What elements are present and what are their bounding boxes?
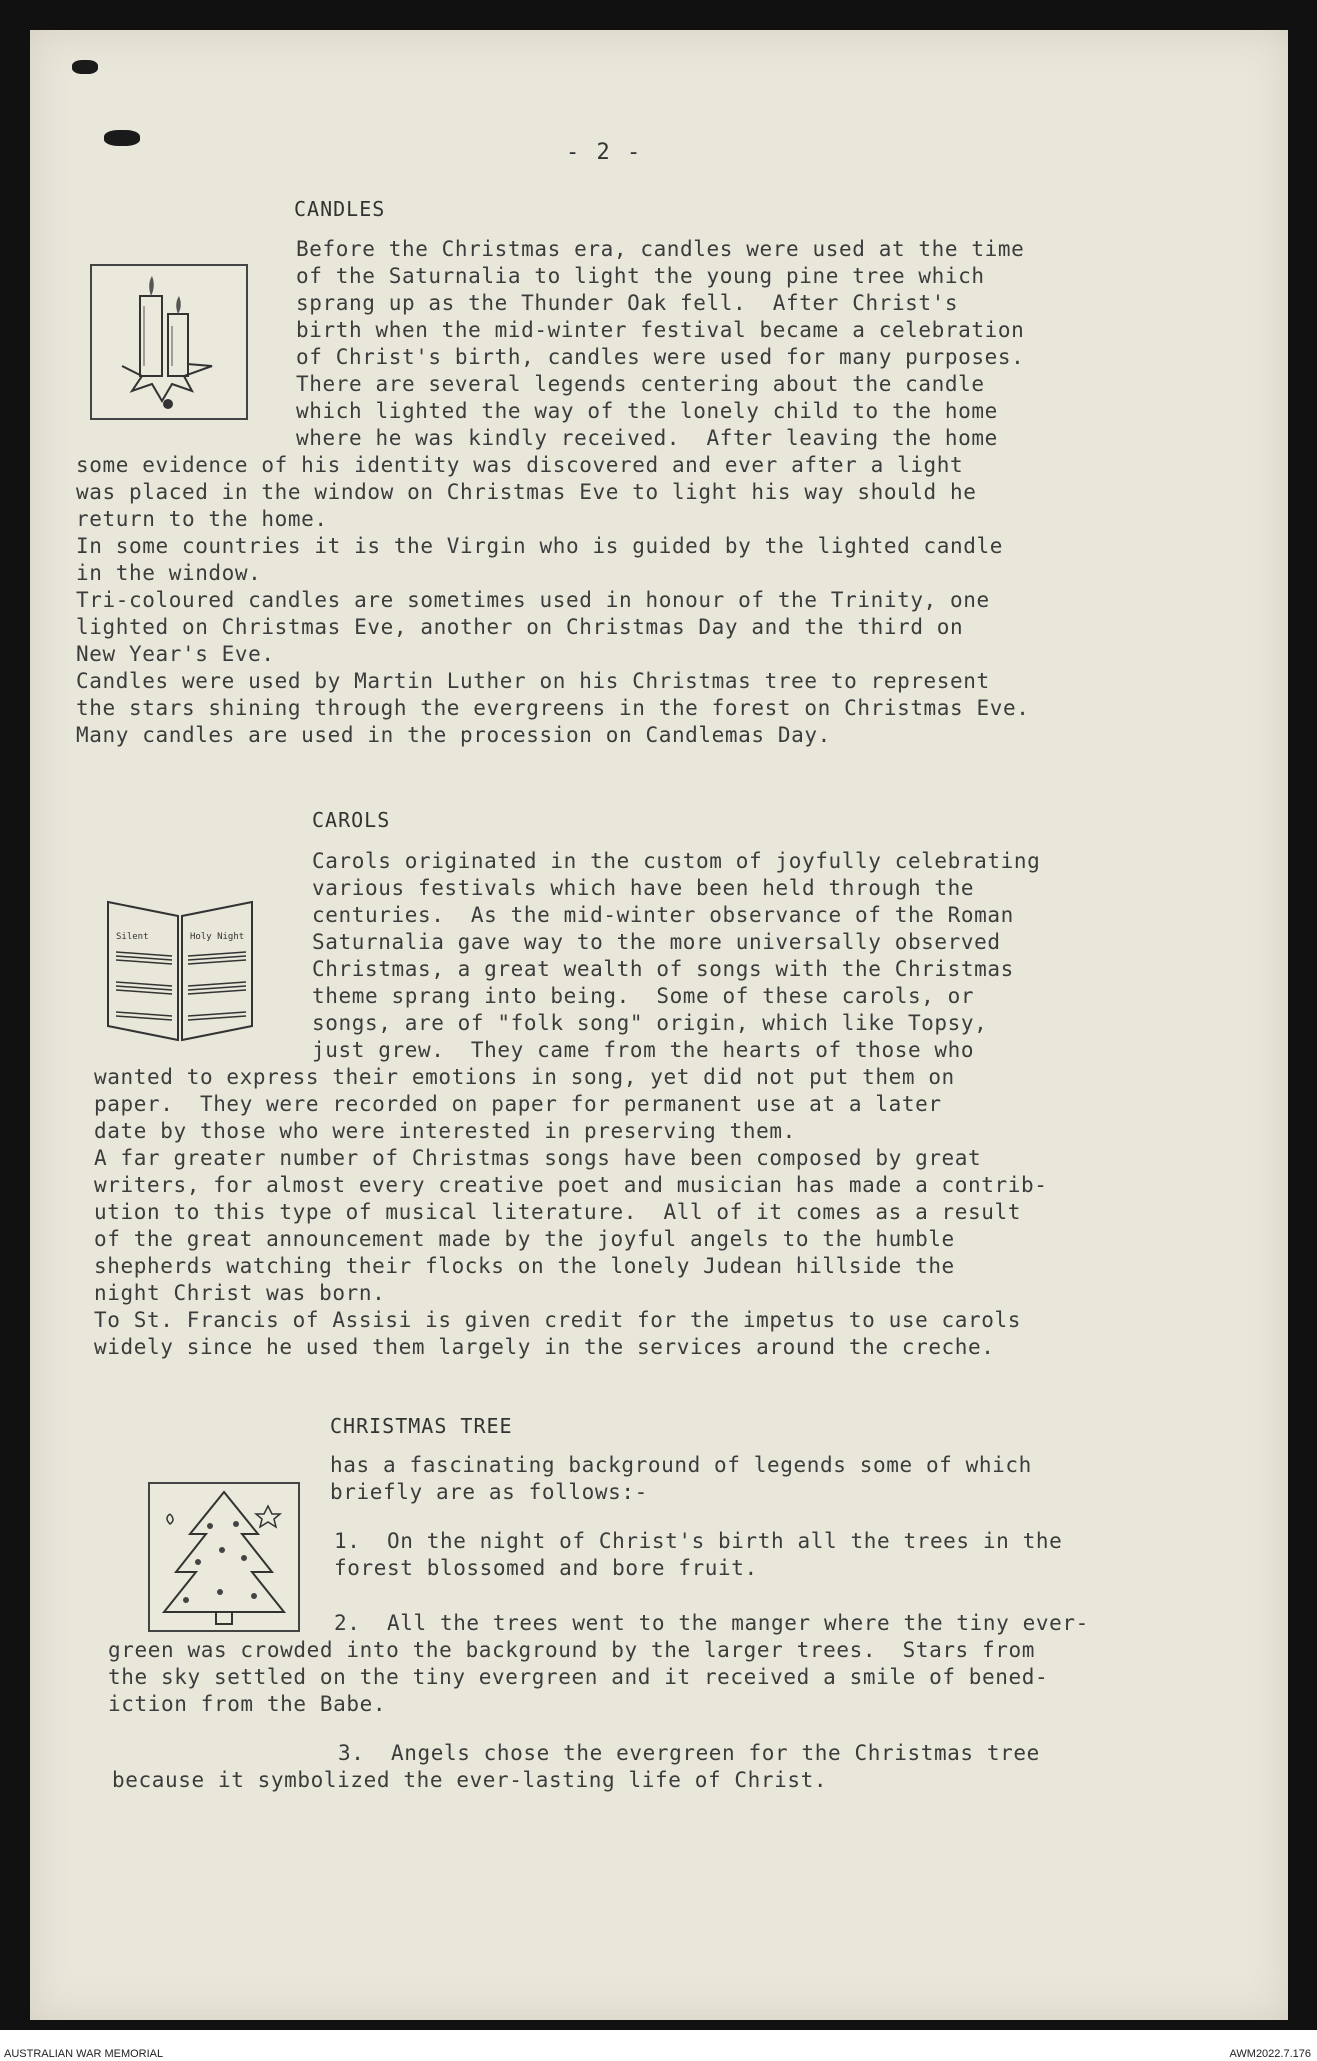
footer-source: AUSTRALIAN WAR MEMORIAL [4,2048,164,2060]
archive-footer [0,2030,1317,2061]
book-right-label: Holy Night [190,932,245,942]
christmas-tree-title: CHRISTMAS TREE [330,1414,513,1438]
carols-title: CAROLS [312,808,391,832]
candles-paragraph-wrapped: Before the Christmas era, candles were used at the time of the Saturnalia to light the young pine tree which sprang up as the Thunder Oak fell. After Christ's birth when the mid-winter festival became a celebration of Christ's birth, candles were used for many purposes. There are several legends centering about the candle which lighted the way of the lonely child to the home where he was kindly received. After leaving the home [296,237,1025,450]
tree-legend-1: 1. On the night of Christ's birth all the trees in the forest blossomed and bore fruit. [334,1529,1063,1580]
tree-legend-2-cont: green was crowded into the background by the larger trees. Stars from the sky settled on the tiny evergreen and it received a smile of bened- iction from the Babe. [108,1638,1049,1716]
christmas-tree-illustration [148,1482,300,1632]
candles-title: CANDLES [294,197,386,221]
carols-paragraph-full: wanted to express their emotions in song, yet did not put them on paper. They were recorded on paper for permanent use at a later date by those who were interested in preserving them. A far greater number of Christmas songs have been composed by great writers, for almost every creative poet and musician has made a contrib- ution to this type of musical literature. All of it comes as a result of the great announcement made by the joyful angels to the humble shepherds watching their flocks on the lonely Judean hillside the night Christ was born. To St. Francis of Assisi is given credit for the impetus to use carols widely since he used them largely in the services around the creche. [94,1065,1048,1359]
candles-paragraph-full: some evidence of his identity was discovered and ever after a light was placed in the window on Christmas Eve to light his way should he return to the home. In some countries it is the Virgin who is guided by the lighted candle in the window. Tri-coloured candles are sometimes used in honour of the Trinity, one lighted on Christmas Eve, another on Christmas Day and the third on New Year's Eve. Candles were used by Martin Luther on his Christmas tree to represent the stars shining through the evergreens in the forest on Christmas Eve. Many candles are used in the procession on Candlemas Day. [76,453,1030,747]
candle-illustration [90,264,248,420]
page-number: - 2 - [566,140,643,165]
christmas-tree-intro: has a fascinating background of legends some of which briefly are as follows:- [330,1453,1032,1504]
tree-legend-2-start: 2. All the trees went to the manger where the tiny ever- [334,1611,1089,1635]
christmas-tree-icon [150,1484,298,1630]
open-book-icon [104,894,256,1044]
paper-hole-mark [72,60,98,74]
book-left-label: Silent [116,932,149,942]
carol-book-illustration [104,894,256,1044]
paper-tear-mark [104,130,140,146]
candle-icon [92,266,246,418]
scan-frame-top [0,0,1317,30]
tree-legend-3-start: 3. Angels chose the evergreen for the Christmas tree [338,1741,1040,1765]
carols-paragraph-wrapped: Carols originated in the custom of joyfully celebrating various festivals which have been held through the centuries. As the mid-winter observance of the Roman Saturnalia gave way to the more universally observed Christmas, a great wealth of songs with the Christmas theme sprang into being. Some of these carols, or songs, are of "folk song" origin, which like Topsy, just grew. They came from the hearts of those who [312,849,1041,1062]
tree-legend-3-cont: because it symbolized the ever-lasting life of Christ. [112,1768,828,1792]
footer-accession: AWM2022.7.176 [1229,2048,1311,2060]
